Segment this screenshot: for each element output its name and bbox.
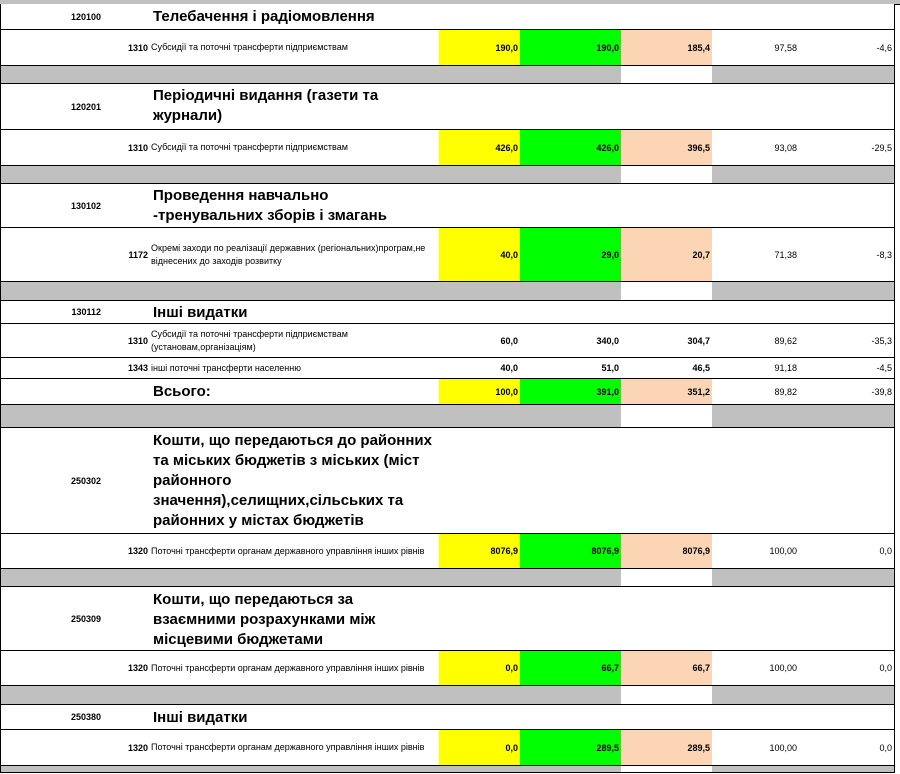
empty-cell	[520, 301, 622, 324]
function-code-text: 130102	[70, 200, 101, 211]
separator-cell	[799, 686, 895, 705]
econ-code-text: 1310	[127, 42, 148, 53]
separator-cell	[799, 569, 895, 587]
percent-value	[712, 534, 800, 569]
separator-cell	[439, 282, 521, 301]
plan-value-text: 0,0	[505, 663, 518, 673]
plan-value	[439, 228, 521, 282]
expense-name-text: Окремі заходи по реалізації державних (регіональних)програм,не віднесених до заходів розвитку	[151, 242, 426, 266]
expense-name	[150, 358, 440, 379]
separator-cell	[104, 166, 151, 184]
percent-value-text: 100,00	[769, 663, 797, 673]
econ-code-text: 1310	[127, 335, 148, 346]
deviation-value-text: 0,0	[879, 663, 892, 673]
expense-name	[150, 534, 440, 569]
actual-value	[621, 730, 713, 766]
revised-plan-value-text: 8076,9	[591, 546, 619, 556]
deviation-value	[799, 730, 895, 766]
percent-value	[712, 379, 800, 405]
actual-value	[621, 534, 713, 569]
separator-cell	[104, 569, 151, 587]
revised-plan-value	[520, 358, 622, 379]
separator-cell	[0, 766, 105, 773]
plan-value	[439, 651, 521, 686]
deviation-value-text: -39,8	[871, 386, 892, 397]
actual-value	[621, 324, 713, 358]
revised-plan-value	[520, 651, 622, 686]
total-label-text: Всього:	[153, 383, 211, 400]
section-title-text: Кошти, що передаються до районних та міських бюджетів з міських (міст районного значення),селищних,сільських та районних у містах бюджетів	[153, 432, 432, 529]
separator-cell	[150, 569, 440, 587]
section-title-text: Інші видатки	[153, 303, 248, 321]
econ-code-text: 1320	[127, 546, 148, 556]
percent-value	[712, 324, 800, 358]
separator-cell	[520, 66, 622, 84]
separator-cell	[439, 569, 521, 587]
separator-cell	[712, 166, 800, 184]
empty-cell	[621, 587, 713, 651]
econ-code-empty	[104, 184, 151, 228]
separator-cell	[104, 282, 151, 301]
expense-name-text: Поточні трансферти органам державного управління інших рівнів	[151, 742, 425, 752]
separator-cell	[0, 282, 105, 301]
section-title	[150, 428, 440, 534]
empty-cell	[621, 301, 713, 324]
empty-cell	[712, 301, 800, 324]
separator-cell	[712, 766, 800, 773]
function-code-text: 130112	[71, 307, 101, 317]
econ-code-empty	[104, 84, 151, 130]
separator-cell	[799, 766, 895, 773]
separator-cell	[712, 282, 800, 301]
expense-name-text: Субсидії та поточні трансферти підприємствам (установам,організаціям)	[151, 328, 348, 352]
separator-cell	[799, 66, 895, 84]
separator-cell	[439, 66, 521, 84]
separator-cell	[150, 686, 440, 705]
function-code-empty	[0, 358, 105, 379]
actual-value	[621, 651, 713, 686]
percent-value-text: 89,62	[774, 335, 797, 346]
revised-plan-value-text: 190,0	[596, 42, 619, 53]
expense-name	[150, 228, 440, 282]
plan-value-text: 100,0	[495, 386, 518, 397]
separator-cell	[712, 405, 800, 428]
revised-plan-value	[520, 379, 622, 405]
expense-name	[150, 130, 440, 166]
actual-value	[621, 379, 713, 405]
econ-code	[104, 228, 151, 282]
econ-code	[104, 324, 151, 358]
deviation-value	[799, 324, 895, 358]
econ-code-empty	[104, 705, 151, 730]
actual-value-text: 351,2	[687, 386, 710, 397]
total-label	[150, 379, 440, 405]
empty-cell	[439, 84, 521, 130]
revised-plan-value	[520, 130, 622, 166]
plan-value	[439, 379, 521, 405]
econ-code-empty	[104, 587, 151, 651]
function-code	[0, 301, 105, 324]
function-code-empty	[0, 228, 105, 282]
econ-code	[104, 730, 151, 766]
plan-value-text: 40,0	[500, 249, 518, 260]
econ-code	[104, 534, 151, 569]
section-title-text: Періодичні видання (газети та журнали)	[153, 87, 379, 124]
empty-cell	[520, 587, 622, 651]
section-title-text: Інші видатки	[153, 708, 248, 726]
separator-cell	[520, 766, 622, 773]
expense-name-text: Поточні трансферти органам державного управління інших рівнів	[151, 545, 425, 556]
expense-name	[150, 651, 440, 686]
empty-cell	[799, 301, 895, 324]
econ-code-empty	[104, 379, 151, 405]
econ-code-text: 1172	[128, 249, 148, 260]
empty-cell	[520, 84, 622, 130]
revised-plan-value	[520, 534, 622, 569]
revised-plan-value-text: 51,0	[601, 363, 619, 373]
function-code-text: 120201	[70, 101, 101, 112]
empty-cell	[621, 428, 713, 534]
econ-code-text: 1310	[127, 142, 148, 153]
actual-value	[621, 130, 713, 166]
actual-value-text: 185,4	[687, 42, 710, 53]
separator-cell	[150, 766, 440, 773]
separator-cell	[0, 166, 105, 184]
deviation-value	[799, 379, 895, 405]
empty-cell	[621, 705, 713, 730]
percent-value-text: 71,38	[774, 249, 797, 260]
function-code-empty	[0, 130, 105, 166]
deviation-value-text: -29,5	[871, 142, 892, 153]
empty-cell	[439, 301, 521, 324]
separator-cell	[439, 405, 521, 428]
plan-value	[439, 730, 521, 766]
plan-value-text: 60,0	[500, 335, 518, 346]
econ-code	[104, 358, 151, 379]
separator-cell	[520, 405, 622, 428]
function-code-text: 250309	[70, 613, 101, 624]
empty-cell	[799, 84, 895, 130]
deviation-value	[799, 534, 895, 569]
separator-cell	[520, 282, 622, 301]
expense-name-text: Субсидії та поточні трансферти підприємствам	[151, 42, 348, 52]
econ-code	[104, 130, 151, 166]
plan-value-text: 8076,9	[490, 546, 518, 556]
section-title	[150, 705, 440, 730]
empty-cell	[439, 184, 521, 228]
function-code-empty	[0, 324, 105, 358]
separator-cell	[150, 66, 440, 84]
revised-plan-value	[520, 730, 622, 766]
plan-value	[439, 358, 521, 379]
function-code-text: 120100	[70, 11, 101, 22]
function-code-text: 250380	[70, 712, 101, 722]
deviation-value-text: -8,3	[876, 249, 892, 260]
expense-name	[150, 324, 440, 358]
separator-cell	[621, 282, 713, 301]
empty-cell	[439, 705, 521, 730]
separator-cell	[520, 569, 622, 587]
separator-cell	[621, 569, 713, 587]
deviation-value	[799, 651, 895, 686]
separator-cell	[520, 686, 622, 705]
empty-cell	[520, 184, 622, 228]
empty-cell	[439, 4, 521, 30]
separator-cell	[712, 686, 800, 705]
empty-cell	[712, 587, 800, 651]
separator-cell	[439, 766, 521, 773]
revised-plan-value	[520, 228, 622, 282]
plan-value-text: 0,0	[505, 742, 518, 753]
revised-plan-value-text: 66,7	[601, 663, 619, 673]
section-title	[150, 301, 440, 324]
section-title	[150, 4, 440, 30]
function-code	[0, 4, 105, 30]
separator-cell	[799, 166, 895, 184]
empty-cell	[621, 84, 713, 130]
percent-value-text: 93,08	[774, 142, 797, 153]
function-code	[0, 587, 105, 651]
deviation-value	[799, 30, 895, 66]
actual-value-text: 396,5	[687, 142, 710, 153]
separator-cell	[621, 66, 713, 84]
function-code	[0, 705, 105, 730]
econ-code	[104, 651, 151, 686]
actual-value-text: 46,5	[692, 363, 710, 373]
revised-plan-value-text: 391,0	[596, 386, 619, 397]
separator-cell	[621, 405, 713, 428]
empty-cell	[799, 705, 895, 730]
econ-code-empty	[104, 301, 151, 324]
function-code-empty	[0, 379, 105, 405]
deviation-value-text: 0,0	[879, 742, 892, 753]
empty-cell	[621, 4, 713, 30]
section-title	[150, 587, 440, 651]
actual-value	[621, 358, 713, 379]
deviation-value	[799, 358, 895, 379]
expense-name-text: Субсидії та поточні трансферти підприємствам	[151, 142, 348, 152]
empty-cell	[799, 587, 895, 651]
actual-value	[621, 228, 713, 282]
separator-cell	[439, 166, 521, 184]
percent-value	[712, 130, 800, 166]
function-code-empty	[0, 730, 105, 766]
econ-code-text: 1320	[127, 663, 148, 673]
separator-cell	[799, 405, 895, 428]
plan-value-text: 40,0	[500, 363, 518, 373]
expense-name	[150, 30, 440, 66]
econ-code	[104, 30, 151, 66]
deviation-value	[799, 228, 895, 282]
revised-plan-value-text: 340,0	[596, 335, 619, 346]
percent-value	[712, 651, 800, 686]
separator-cell	[799, 282, 895, 301]
actual-value-text: 66,7	[692, 663, 710, 673]
econ-code-empty	[104, 428, 151, 534]
function-code-empty	[0, 534, 105, 569]
separator-cell	[150, 166, 440, 184]
percent-value-text: 100,00	[769, 742, 797, 753]
separator-cell	[520, 166, 622, 184]
econ-code-empty	[104, 4, 151, 30]
empty-cell	[621, 184, 713, 228]
section-title	[150, 184, 440, 228]
revised-plan-value	[520, 30, 622, 66]
empty-cell	[712, 428, 800, 534]
empty-cell	[712, 84, 800, 130]
section-title	[150, 84, 440, 130]
revised-plan-value-text: 29,0	[601, 249, 619, 260]
percent-value-text: 97,58	[774, 42, 797, 53]
separator-cell	[712, 569, 800, 587]
expense-name	[150, 730, 440, 766]
function-code-empty	[0, 30, 105, 66]
separator-cell	[621, 766, 713, 773]
deviation-value-text: -4,6	[876, 42, 892, 53]
empty-cell	[712, 705, 800, 730]
section-title-text: Кошти, що передаються за взаємними розрахунками між місцевими бюджетами	[153, 591, 376, 648]
percent-value	[712, 730, 800, 766]
empty-cell	[520, 4, 622, 30]
deviation-value-text: -35,3	[871, 335, 892, 346]
section-title-text: Проведення навчально -тренувальних зборів і змагань	[153, 187, 387, 224]
separator-cell	[712, 66, 800, 84]
separator-cell	[621, 686, 713, 705]
deviation-value	[799, 130, 895, 166]
plan-value	[439, 534, 521, 569]
revised-plan-value-text: 289,5	[596, 742, 619, 753]
econ-code-text: 1343	[127, 363, 148, 373]
percent-value	[712, 228, 800, 282]
function-code-empty	[0, 651, 105, 686]
separator-cell	[150, 405, 440, 428]
deviation-value-text: -4,5	[876, 363, 892, 373]
empty-cell	[712, 4, 800, 30]
separator-cell	[104, 766, 151, 773]
separator-cell	[0, 569, 105, 587]
econ-code-text: 1320	[127, 742, 148, 753]
function-code	[0, 84, 105, 130]
revised-plan-value	[520, 324, 622, 358]
separator-cell	[104, 686, 151, 705]
expense-name-text: інші поточні трансферти населенню	[151, 362, 301, 373]
plan-value	[439, 30, 521, 66]
plan-value-text: 426,0	[495, 142, 518, 153]
separator-cell	[0, 405, 105, 428]
section-title-text: Телебачення і радіомовлення	[153, 8, 375, 25]
separator-cell	[104, 405, 151, 428]
empty-cell	[520, 705, 622, 730]
plan-value	[439, 130, 521, 166]
expense-name-text: Поточні трансферти органам державного управління інших рівнів	[151, 662, 425, 673]
actual-value-text: 304,7	[687, 335, 710, 346]
function-code	[0, 428, 105, 534]
plan-value-text: 190,0	[495, 42, 518, 53]
deviation-value-text: 0,0	[879, 546, 892, 556]
separator-cell	[0, 686, 105, 705]
separator-cell	[104, 66, 151, 84]
empty-cell	[799, 184, 895, 228]
plan-value	[439, 324, 521, 358]
function-code	[0, 184, 105, 228]
actual-value-text: 289,5	[687, 742, 710, 753]
percent-value	[712, 358, 800, 379]
function-code-text: 250302	[70, 475, 101, 486]
empty-cell	[439, 587, 521, 651]
separator-cell	[150, 282, 440, 301]
empty-cell	[439, 428, 521, 534]
actual-value-text: 20,7	[692, 249, 710, 260]
separator-cell	[621, 166, 713, 184]
actual-value-text: 8076,9	[682, 546, 710, 556]
actual-value	[621, 30, 713, 66]
percent-value-text: 100,00	[769, 546, 797, 556]
percent-value	[712, 30, 800, 66]
percent-value-text: 91,18	[774, 363, 797, 373]
empty-cell	[799, 4, 895, 30]
empty-cell	[520, 428, 622, 534]
revised-plan-value-text: 426,0	[596, 142, 619, 153]
empty-cell	[799, 428, 895, 534]
percent-value-text: 89,82	[774, 386, 797, 397]
empty-cell	[712, 184, 800, 228]
separator-cell	[439, 686, 521, 705]
separator-cell	[0, 66, 105, 84]
